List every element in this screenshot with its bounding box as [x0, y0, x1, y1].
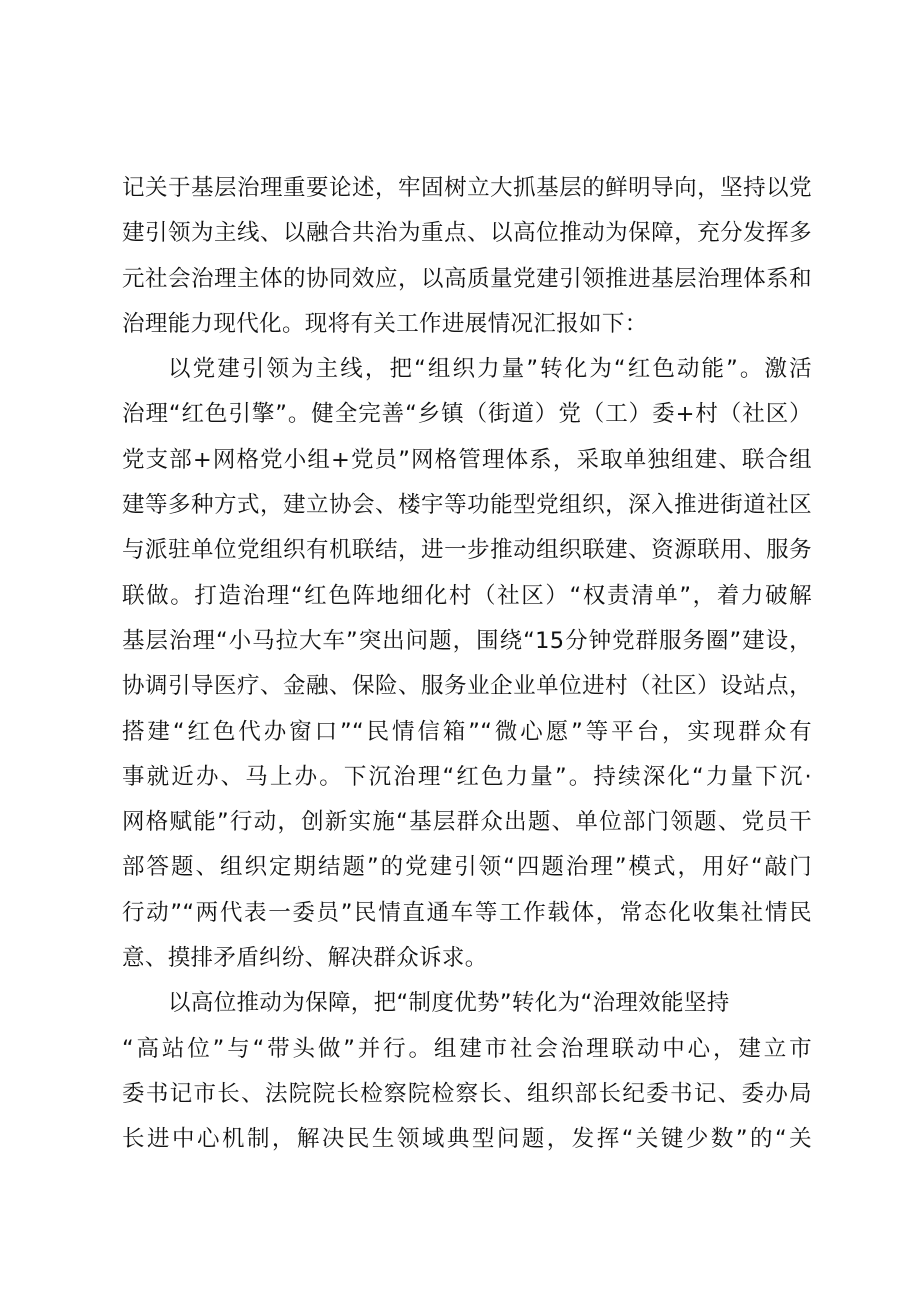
text-line: 联做。打造治理“红色阵地细化村（社区）“权责清单”，着力破解	[122, 582, 812, 609]
text-line: 以党建引领为主线，把“组织力量”转化为“红色动能”。激活	[168, 356, 812, 383]
text-line: “高站位”与“带头做”并行。组建市社会治理联动中心，建立市	[122, 1035, 812, 1062]
text-line: 与派驻单位党组织有机联结，进一步推动组织联建、资源联用、服务	[122, 537, 812, 564]
text-line: 建等多种方式，建立协会、楼宇等功能型党组织，深入推进街道社区	[122, 492, 812, 519]
text-line: 意、摸排矛盾纠纷、解决群众诉求。	[122, 945, 488, 972]
text-line: 事就近办、马上办。下沉治理“红色力量”。持续深化“力量下沉·	[122, 763, 812, 790]
text-line: 部答题、组织定期结题”的党建引领“四题治理”模式，用好“敲门	[122, 854, 812, 881]
text-line: 委书记市长、法院院长检察院检察长、组织部长纪委书记、委办局	[122, 1080, 812, 1107]
text-line: 搭建“红色代办窗口”“民情信箱”“微心愿”等平台，实现群众有	[122, 718, 812, 745]
text-line: 建引领为主线、以融合共治为重点、以高位推动为保障，充分发挥多	[122, 220, 812, 247]
text-line: 治理“红色引擎”。健全完善“乡镇（街道）党（工）委+村（社区）	[122, 401, 812, 428]
text-line: 以高位推动为保障，把“制度优势”转化为“治理效能坚持	[168, 990, 730, 1017]
text-line: 协调引导医疗、金融、保险、服务业企业单位进村（社区）设站点，	[122, 673, 812, 700]
text-line: 治理能力现代化。现将有关工作进展情况汇报如下：	[122, 310, 648, 337]
text-line: 记关于基层治理重要论述，牢固树立大抓基层的鲜明导向，坚持以党	[122, 175, 812, 201]
text-line: 元社会治理主体的协同效应，以高质量党建引领推进基层治理体系和	[122, 265, 812, 292]
body-text	[122, 166, 812, 1163]
text-line: 行动”“两代表一委员”民情直通车等工作载体，常态化收集社情民	[122, 899, 812, 926]
text-line: 长进中心机制，解决民生领域典型问题，发挥“关键少数”的“关	[122, 1126, 812, 1153]
text-line: 党支部+网格党小组+党员”网格管理体系，采取单独组建、联合组	[122, 446, 812, 473]
text-line: 网格赋能”行动，创新实施“基层群众出题、单位部门领题、党员干	[122, 809, 812, 836]
text-line: 基层治理“小马拉大车”突出问题，围绕“15分钟党群服务圈”建设，	[122, 627, 812, 654]
